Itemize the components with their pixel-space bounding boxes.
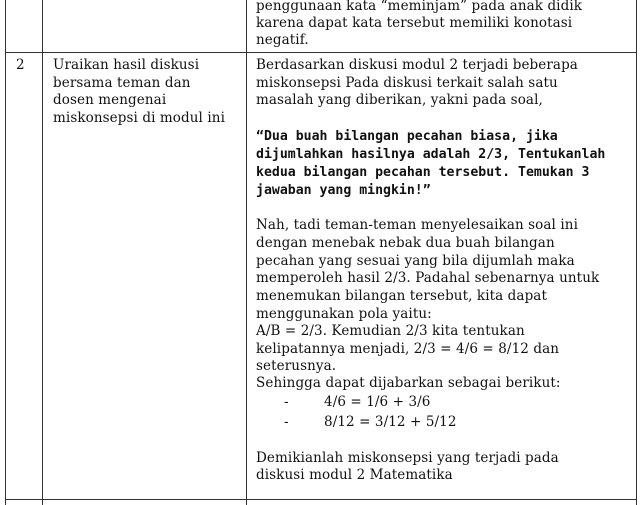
explanation-line: kelipatannya menjadi, 2/3 = 4/6 = 8/12 dan	[256, 341, 560, 357]
activity-line: miskonsepsi di modul ini	[53, 110, 226, 126]
problem-quote-line: kedua bilangan pecahan tersebut. Temukan 3	[256, 165, 590, 180]
row-number: 2	[16, 57, 25, 73]
column-divider	[246, 0, 247, 505]
intro-line: Berdasarkan diskusi modul 2 terjadi beberapa	[256, 57, 578, 73]
reflection-table	[5, 0, 637, 505]
text-line: negatif.	[256, 32, 309, 48]
conclusion-line: diskusi modul 2 Matematika	[256, 467, 453, 483]
intro-line: masalah yang diberikan, yakni pada soal,	[256, 92, 543, 108]
column-divider	[42, 0, 43, 505]
explanation-line: Sehingga dapat dijabarkan sebagai berikut:	[256, 375, 561, 391]
conclusion-line: Demikianlah miskonsepsi yang terjadi pada	[256, 450, 559, 466]
bullet-marker: -	[284, 414, 289, 430]
explanation-line: dengan menebak nebak dua buah bilangan	[256, 235, 555, 251]
explanation-line: menemukan bilangan tersebut, kita dapat	[256, 288, 547, 304]
activity-line: dosen mengenai	[53, 92, 167, 108]
explanation-line: memperoleh hasil 2/3. Padahal sebenarnya untuk	[256, 270, 600, 286]
explanation-line: A/B = 2/3. Kemudian 2/3 kita tentukan	[256, 323, 525, 339]
list-item-text: 8/12 = 3/12 + 5/12	[324, 414, 457, 430]
list-item	[256, 414, 457, 431]
activity-line: bersama teman dan	[53, 75, 191, 91]
row-divider	[6, 499, 636, 500]
row-divider	[6, 52, 636, 53]
explanation-line: Nah, tadi teman-teman menyelesaikan soal ini	[256, 217, 578, 233]
intro-line: miskonsepsi Pada diskusi terkait salah satu	[256, 75, 558, 91]
explanation-line: menggunakan pola yaitu:	[256, 306, 432, 322]
bullet-marker: -	[284, 394, 289, 410]
explanation-line: seterusnya.	[256, 358, 337, 374]
problem-quote-line: “Dua buah bilangan pecahan biasa, jika	[256, 129, 558, 144]
problem-quote-line: jawaban yang mingkin!”	[256, 183, 431, 198]
activity-line: Uraikan hasil diskusi	[53, 57, 200, 73]
list-item	[256, 394, 430, 411]
text-line: karena dapat kata tersebut memiliki konotasi	[256, 15, 573, 31]
list-item-text: 4/6 = 1/6 + 3/6	[324, 394, 431, 410]
problem-quote-line: dijumlahkan hasilnya adalah 2/3, Tentukanlah	[256, 147, 606, 162]
text-line: penggunaan kata “meminjam” pada anak didik	[256, 0, 583, 14]
explanation-line: pecahan yang sesuai yang bila dijumlah maka	[256, 253, 575, 269]
